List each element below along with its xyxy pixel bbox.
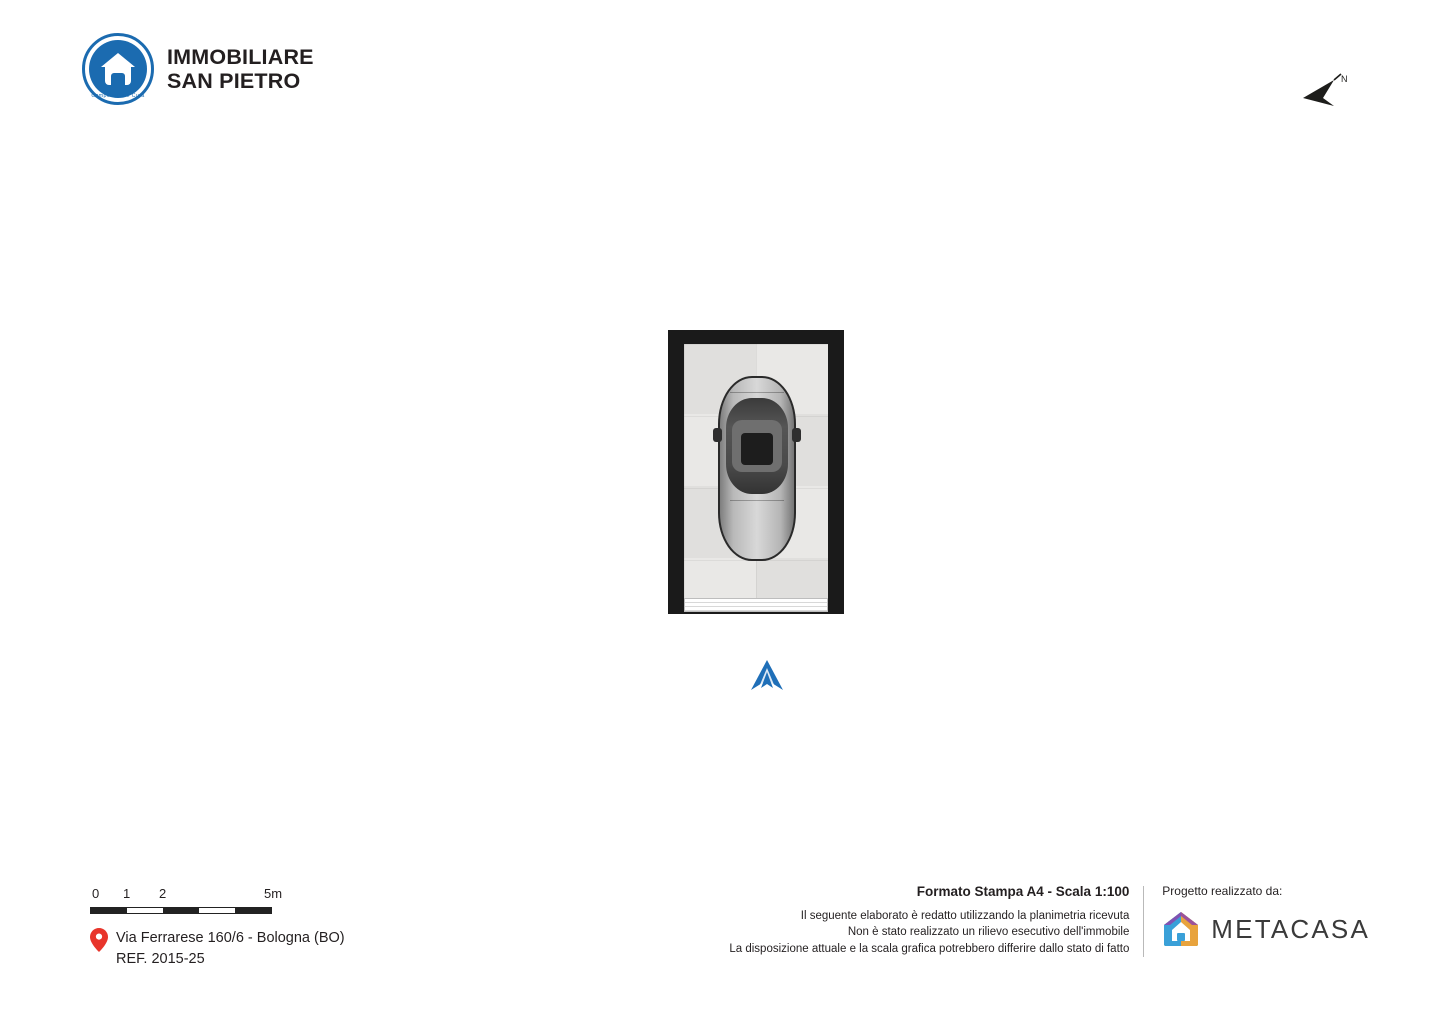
scale-tick-0: 0	[92, 886, 100, 901]
up-arrow-marker-icon	[748, 656, 786, 694]
house-in-circle-icon	[82, 33, 154, 105]
logo-arc-text: Competenza e Cura	[91, 93, 145, 99]
garage-floor-plan	[668, 330, 844, 614]
company-logo	[82, 33, 314, 105]
scale-tick-1: 1	[123, 886, 131, 901]
credit-label: Progetto realizzato da:	[1162, 884, 1283, 898]
print-format-label: Formato Stampa A4 - Scala 1:100	[916, 884, 1130, 899]
footer-notes	[700, 884, 1143, 957]
scale-tick-2: 2	[159, 886, 167, 901]
north-arrow-icon	[1300, 72, 1356, 114]
metacasa-wordmark: METACASA	[1211, 913, 1370, 944]
address-line-1: Via Ferrarese 160/6 - Bologna (BO)	[116, 930, 345, 946]
garage-door	[684, 598, 828, 612]
address-text	[116, 928, 345, 969]
scale-bar-block	[90, 886, 290, 914]
logo-wordmark	[167, 45, 314, 93]
disclaimer-text	[700, 908, 1129, 957]
metacasa-house-icon	[1162, 910, 1200, 948]
footer	[700, 884, 1370, 957]
logo-line-1: IMMOBILIARE	[167, 44, 314, 69]
logo-line-2: SAN PIETRO	[167, 69, 301, 93]
address-line-2: REF. 2015-25	[116, 950, 205, 967]
scale-bar	[90, 907, 272, 914]
scale-tick-5: 5m	[264, 886, 283, 901]
address-block	[90, 928, 345, 969]
map-pin-icon	[90, 928, 108, 952]
disclaimer-line-3: La disposizione attuale e la scala grafica potrebbero differire dallo stato di fatto	[729, 942, 1130, 955]
scale-tick-labels	[90, 886, 290, 902]
disclaimer-line-2: Non è stato realizzato un rilievo esecutivo dell'immobile	[847, 926, 1130, 939]
car-top-view-icon	[718, 376, 796, 561]
metacasa-logo	[1162, 910, 1370, 948]
disclaimer-line-1: Il seguente elaborato è redatto utilizzando la planimetria ricevuta	[800, 910, 1130, 922]
svg-text:N: N	[1341, 74, 1348, 84]
footer-credit	[1144, 884, 1370, 948]
